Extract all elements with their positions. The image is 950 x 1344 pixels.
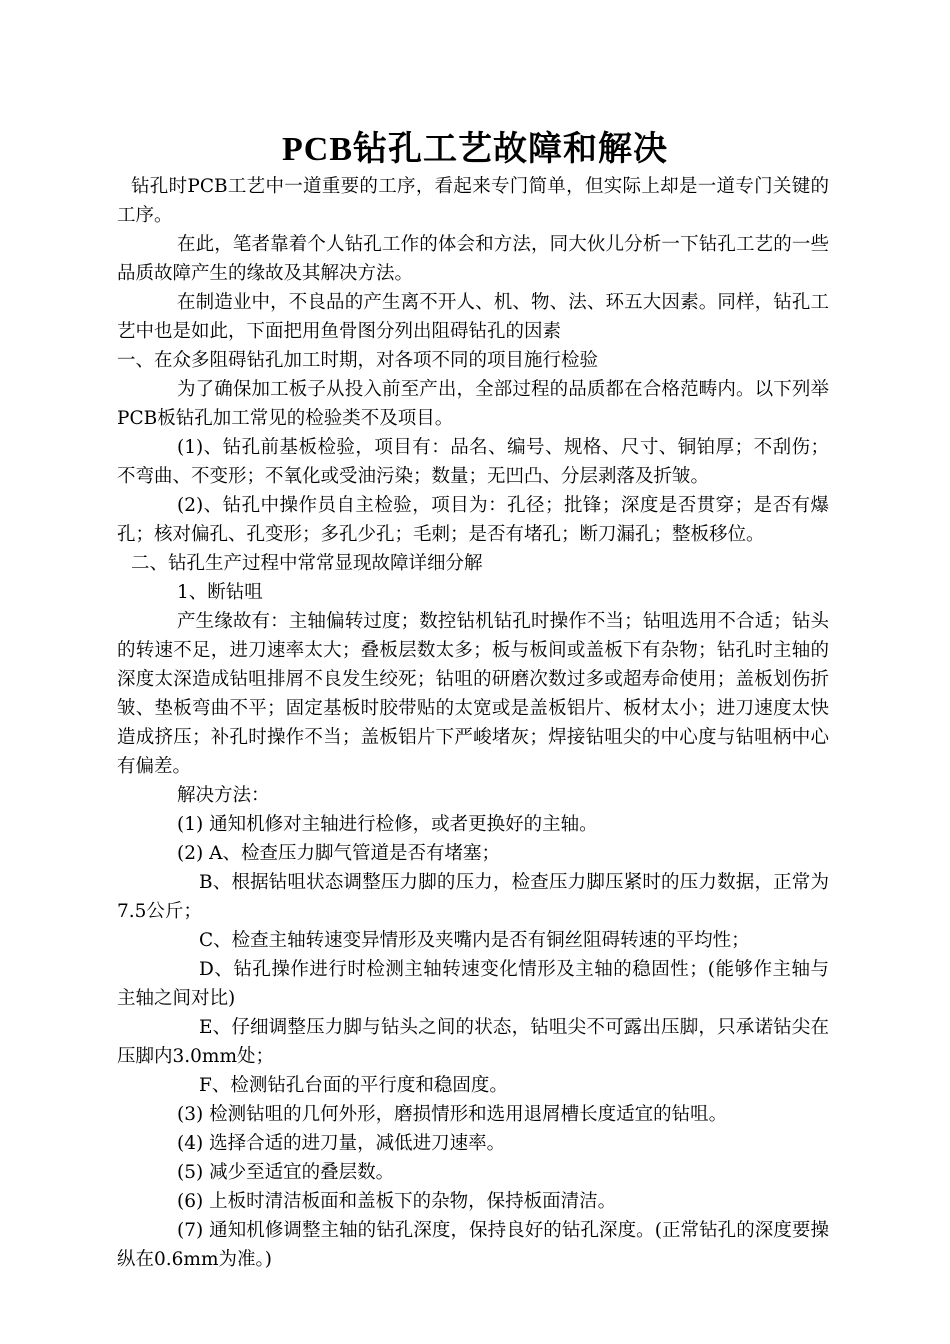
paragraph-p16: D、钻孔操作进行时检测主轴转速变化情形及主轴的稳固性；(能够作主轴与主轴之间对比) [117,959,829,1009]
paragraph-p17: E、仔细调整压力脚与钻头之间的状态，钻咀尖不可露出压脚，只承诺钻尖在压脚内3.0mm处； [117,1017,829,1067]
paragraph-p19: (3) 检测钻咀的几何外形，磨损情形和选用退屑槽长度适宜的钻咀。 [177,1104,728,1125]
document-title: PCB钻孔工艺故障和解决 [282,131,668,168]
paragraph-p15: C、检查主轴转速变异情形及夹嘴内是否有铜丝阻碍转速的平均性； [199,930,750,951]
paragraph-p20: (4) 选择合适的进刀量，减低进刀速率。 [177,1133,506,1154]
paragraph-p09: 1、断钻咀 [177,582,263,603]
paragraph-p14: B、根据钻咀状态调整压力脚的压力，检查压力脚压紧时的压力数据，正常为7.5公斤； [117,872,829,922]
paragraph-p07: (2)、钻孔中操作员自主检验，项目为：孔径；批锋；深度是否贯穿；是否有爆孔；核对偏孔、孔变形；多孔少孔；毛刺；是否有堵孔；断刀漏孔；整板移位。 [117,495,829,545]
document-body [117,172,829,1274]
paragraph-p06: (1)、钻孔前基板检验，项目有：品名、编号、规格、尺寸、铜铂厚；不刮伤；不弯曲、不变形；不氧化或受油污染；数量；无凹凸、分层剥落及折皱。 [117,437,829,487]
paragraph-p08: 二、钻孔生产过程中常常显现故障详细分解 [131,553,483,574]
paragraph-p11: 解决方法： [177,785,270,806]
paragraph-p23: (7) 通知机修调整主轴的钻孔深度，保持良好的钻孔深度。(正常钻孔的深度要操纵在0.6mm为准。) [117,1220,829,1270]
paragraph-p13: (2) A、检查压力脚气管道是否有堵塞； [177,843,500,864]
paragraph-p01: 钻孔时PCB工艺中一道重要的工序，看起来专门简单，但实际上却是一道专门关键的工序。 [117,176,829,226]
paragraph-p10: 产生缘故有：主轴偏转过度；数控钻机钻孔时操作不当；钻咀选用不合适；钻头的转速不足，进刀速率太大；叠板层数太多；板与板间或盖板下有杂物；钻孔时主轴的深度太深造成钻咀排屑不良发生绞死；钻咀的研磨次数过多或超寿命使用；盖板划伤折皱、垫板弯曲不平；固定基板时胶带贴的太宽或是盖板铝片、板材太小；进刀速度太快造成挤压；补孔时操作不当；盖板铝片下严峻堵灰；焊接钻咀尖的中心度与钻咀柄中心有偏差。 [117,611,829,777]
paragraph-p02: 在此，笔者靠着个人钻孔工作的体会和方法，同大伙儿分析一下钻孔工艺的一些品质故障产生的缘故及其解决方法。 [117,234,829,284]
paragraph-p22: (6) 上板时清洁板面和盖板下的杂物，保持板面清洁。 [177,1191,617,1212]
paragraph-p12: (1) 通知机修对主轴进行检修，或者更换好的主轴。 [177,814,598,835]
paragraph-p04: 一、在众多阻碍钻孔加工时期，对各项不同的项目施行检验 [117,350,599,371]
paragraph-p03: 在制造业中，不良品的产生离不开人、机、物、法、环五大因素。同样，钻孔工艺中也是如此，下面把用鱼骨图分列出阻碍钻孔的因素 [117,292,829,342]
paragraph-p21: (5) 减少至适宜的叠层数。 [177,1162,395,1183]
paragraph-p18: F、检测钻孔台面的平行度和稳固度。 [199,1075,508,1096]
paragraph-p05: 为了确保加工板子从投入前至产出，全部过程的品质都在合格范畴内。以下列举PCB板钻孔加工常见的检验类不及项目。 [117,379,829,429]
